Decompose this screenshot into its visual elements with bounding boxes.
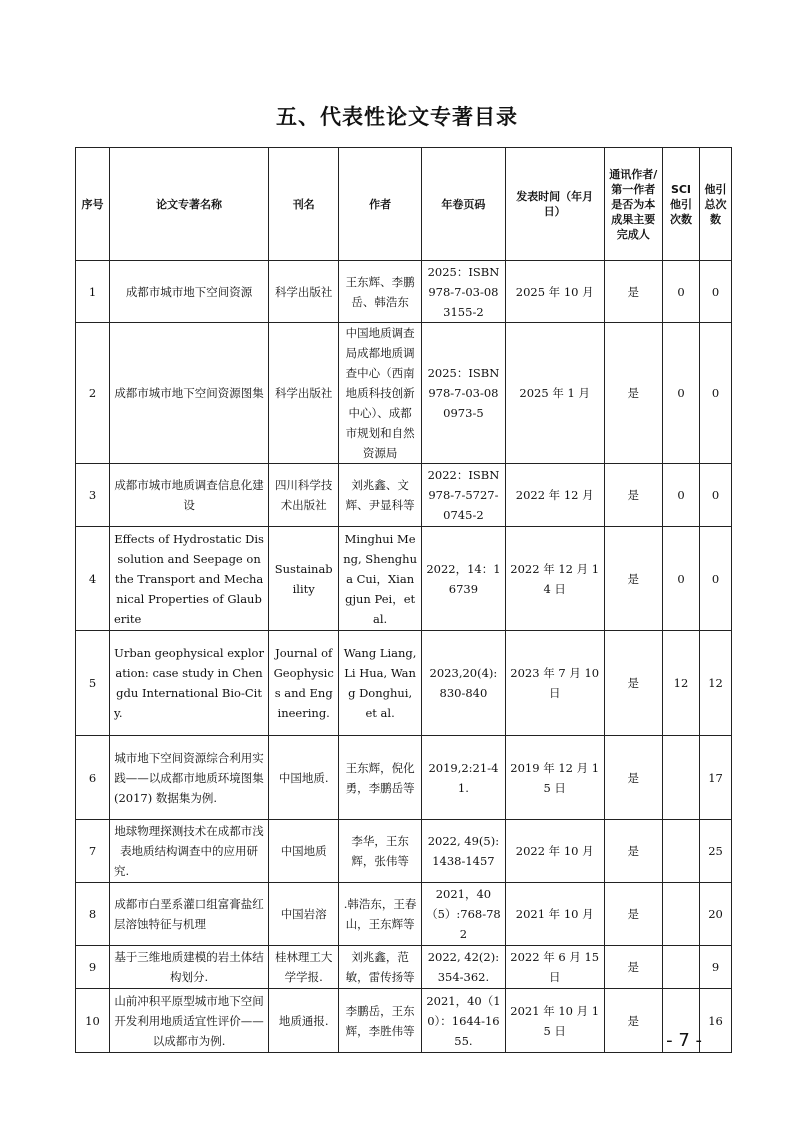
cell-date: 2019 年 12 月 15 日: [505, 736, 604, 820]
cell-journal: 中国地质: [269, 820, 339, 883]
cell-date: 2025 年 10 月: [505, 261, 604, 323]
cell-corresponding: 是: [604, 989, 662, 1053]
table-row: [76, 527, 732, 631]
header-other: 他引总次数: [700, 148, 732, 261]
cell-volume: 2022，14：16739: [422, 527, 506, 631]
cell-authors: Wang Liang, Li Hua, Wang Donghui, et al.: [339, 631, 422, 736]
cell-authors: Minghui Meng, Shenghua Cui，Xiangjun Pei，et al.: [339, 527, 422, 631]
cell-journal: 桂林理工大学学报.: [269, 946, 339, 989]
cell-corresponding: 是: [604, 261, 662, 323]
cell-sci: 0: [662, 261, 699, 323]
cell-other: 0: [700, 527, 732, 631]
cell-other: 0: [700, 261, 732, 323]
table-row: [76, 820, 732, 883]
cell-title: 基于三维地质建模的岩土体结构划分.: [109, 946, 268, 989]
cell-authors: .韩浩东，王春山，王东辉等: [339, 883, 422, 946]
table-row: [76, 631, 732, 736]
page-number: - 7 -: [666, 1030, 702, 1051]
cell-sci: [662, 820, 699, 883]
table-row: [76, 464, 732, 527]
cell-corresponding: 是: [604, 946, 662, 989]
cell-other: 12: [700, 631, 732, 736]
cell-volume: 2021，40（10）：1644-1655.: [422, 989, 506, 1053]
cell-other: 0: [700, 464, 732, 527]
cell-title: Effects of Hydrostatic Dissolution and Seepage on the Transport and Mechanical Properties of Glauberite: [109, 527, 268, 631]
header-corresponding: 通讯作者/第一作者是否为本成果主要完成人: [604, 148, 662, 261]
header-journal: 刊名: [269, 148, 339, 261]
cell-volume: 2022, 49(5): 1438-1457: [422, 820, 506, 883]
cell-volume: 2021，40（5）:768-782: [422, 883, 506, 946]
header-date: 发表时间（年月日）: [505, 148, 604, 261]
header-no: 序号: [76, 148, 110, 261]
cell-authors: 刘兆鑫，范敏，雷传扬等: [339, 946, 422, 989]
cell-sci: [662, 883, 699, 946]
table-row: [76, 323, 732, 464]
cell-authors: 刘兆鑫、文辉、尹显科等: [339, 464, 422, 527]
page-title: 五、代表性论文专著目录: [276, 105, 518, 129]
cell-sci: [662, 946, 699, 989]
cell-no: 7: [76, 820, 110, 883]
cell-no: 2: [76, 323, 110, 464]
cell-other: 17: [700, 736, 732, 820]
cell-date: 2025 年 1 月: [505, 323, 604, 464]
cell-corresponding: 是: [604, 631, 662, 736]
cell-no: 6: [76, 736, 110, 820]
cell-sci: 0: [662, 464, 699, 527]
cell-date: 2022 年 12 月: [505, 464, 604, 527]
cell-volume: 2025：ISBN 978-7-03-083155-2: [422, 261, 506, 323]
cell-journal: 科学出版社: [269, 323, 339, 464]
cell-title: 地球物理探测技术在成都市浅表地质结构调查中的应用研究.: [109, 820, 268, 883]
cell-sci: 12: [662, 631, 699, 736]
cell-no: 10: [76, 989, 110, 1053]
cell-title: 成都市白垩系灌口组富膏盐红层溶蚀特征与机理: [109, 883, 268, 946]
header-sci: SCI他引次数: [662, 148, 699, 261]
cell-authors: 李鹏岳，王东辉，李胜伟等: [339, 989, 422, 1053]
cell-title: 成都市城市地质调查信息化建设: [109, 464, 268, 527]
cell-sci: 0: [662, 323, 699, 464]
cell-volume: 2022, 42(2): 354-362.: [422, 946, 506, 989]
table-header-row: [76, 148, 732, 261]
cell-date: 2022 年 6 月 15 日: [505, 946, 604, 989]
cell-authors: 中国地质调查局成都地质调查中心（西南地质科技创新中心）、成都市规划和自然资源局: [339, 323, 422, 464]
cell-corresponding: 是: [604, 527, 662, 631]
cell-journal: Journal of Geophysics and Engineering.: [269, 631, 339, 736]
cell-journal: Sustainability: [269, 527, 339, 631]
cell-corresponding: 是: [604, 464, 662, 527]
cell-other: 16: [700, 989, 732, 1053]
cell-title: Urban geophysical exploration: case study in Chengdu International Bio-City.: [109, 631, 268, 736]
cell-sci: [662, 736, 699, 820]
cell-other: 0: [700, 323, 732, 464]
table-row: [76, 989, 732, 1053]
cell-no: 3: [76, 464, 110, 527]
cell-volume: 2022：ISBN 978-7-5727-0745-2: [422, 464, 506, 527]
cell-authors: 王东辉，倪化勇，李鹏岳等: [339, 736, 422, 820]
cell-no: 1: [76, 261, 110, 323]
cell-date: 2023 年 7 月 10 日: [505, 631, 604, 736]
header-volume: 年卷页码: [422, 148, 506, 261]
header-title: 论文专著名称: [109, 148, 268, 261]
cell-no: 5: [76, 631, 110, 736]
cell-no: 4: [76, 527, 110, 631]
cell-journal: 四川科学技术出版社: [269, 464, 339, 527]
cell-volume: 2025：ISBN 978-7-03-080973-5: [422, 323, 506, 464]
table-row: [76, 883, 732, 946]
cell-no: 8: [76, 883, 110, 946]
cell-authors: 李华，王东辉，张伟等: [339, 820, 422, 883]
cell-title: 成都市城市地下空间资源图集: [109, 323, 268, 464]
table-row: [76, 946, 732, 989]
cell-other: 20: [700, 883, 732, 946]
cell-sci: 0: [662, 527, 699, 631]
cell-other: 25: [700, 820, 732, 883]
cell-journal: 中国地质.: [269, 736, 339, 820]
cell-title: 成都市城市地下空间资源: [109, 261, 268, 323]
cell-date: 2021 年 10 月: [505, 883, 604, 946]
cell-volume: 2023,20(4): 830-840: [422, 631, 506, 736]
cell-title: 城市地下空间资源综合利用实践——以成都市地质环境图集 (2017) 数据集为例.: [109, 736, 268, 820]
table-row: [76, 736, 732, 820]
cell-date: 2022 年 12 月 14 日: [505, 527, 604, 631]
cell-volume: 2019,2:21-41.: [422, 736, 506, 820]
publications-table: [75, 147, 732, 1053]
table-row: [76, 261, 732, 323]
cell-date: 2022 年 10 月: [505, 820, 604, 883]
header-authors: 作者: [339, 148, 422, 261]
cell-corresponding: 是: [604, 323, 662, 464]
cell-journal: 科学出版社: [269, 261, 339, 323]
cell-journal: 地质通报.: [269, 989, 339, 1053]
cell-authors: 王东辉、李鹏岳、韩浩东: [339, 261, 422, 323]
cell-corresponding: 是: [604, 883, 662, 946]
cell-other: 9: [700, 946, 732, 989]
cell-corresponding: 是: [604, 736, 662, 820]
cell-title: 山前冲积平原型城市地下空间开发利用地质适宜性评价——以成都市为例.: [109, 989, 268, 1053]
cell-no: 9: [76, 946, 110, 989]
cell-corresponding: 是: [604, 820, 662, 883]
cell-date: 2021 年 10 月 15 日: [505, 989, 604, 1053]
cell-journal: 中国岩溶: [269, 883, 339, 946]
